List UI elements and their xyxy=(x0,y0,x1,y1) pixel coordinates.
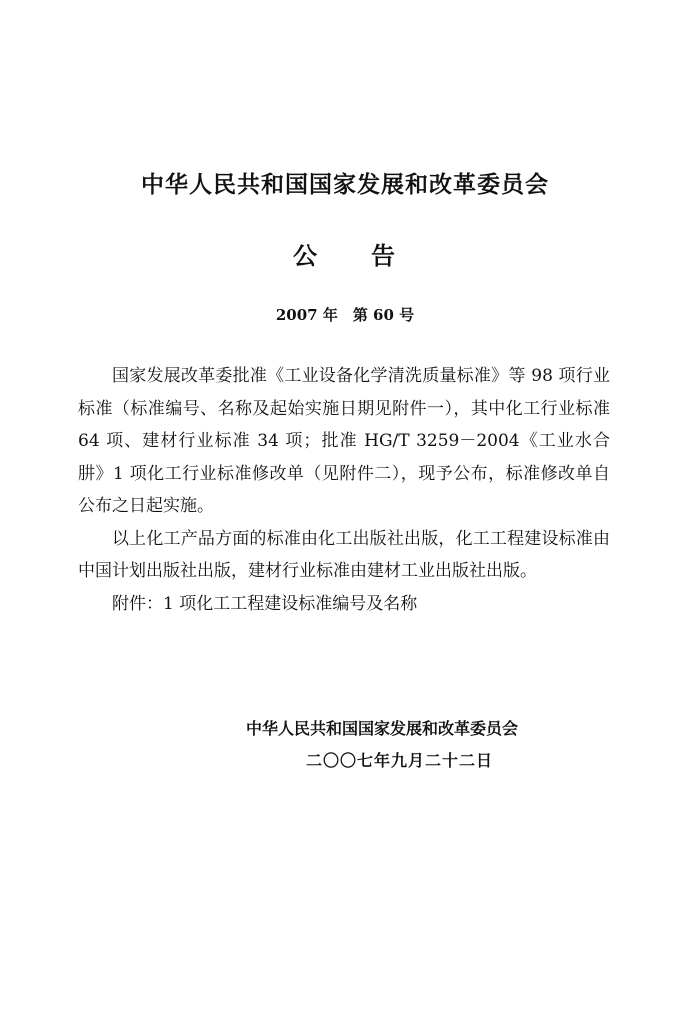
announcement-heading: 公 告 xyxy=(293,242,397,270)
paragraph-approval: 国家发展改革委批准《工业设备化学清洗质量标准》等 98 项行业标准（标准编号、名称及起始实施日期见附件一），其中化工行业标准 64 项、建材行业标准 34 项；批准 HG/T 3259－2004《工业水合肼》1 项化工行业标准修改单（见附件二），现予公布，标准修改单自公布之日起实施。 xyxy=(78,366,610,516)
signature-organization: 中华人民共和国国家发展和改革委员会 xyxy=(246,719,519,738)
page-title: 中华人民共和国国家发展和改革委员会 xyxy=(141,172,549,198)
paragraph-attachment: 附件：1 项化工工程建设标准编号及名称 xyxy=(112,593,418,614)
document-number: 2007 年 第 60 号 xyxy=(275,306,415,324)
signature-date: 二〇〇七年九月二十二日 xyxy=(306,751,494,770)
paragraph-publishers: 以上化工产品方面的标准由化工出版社出版，化工工程建设标准由中国计划出版社出版，建材行业标准由建材工业出版社出版。 xyxy=(78,528,610,581)
announcement-body xyxy=(78,360,610,620)
